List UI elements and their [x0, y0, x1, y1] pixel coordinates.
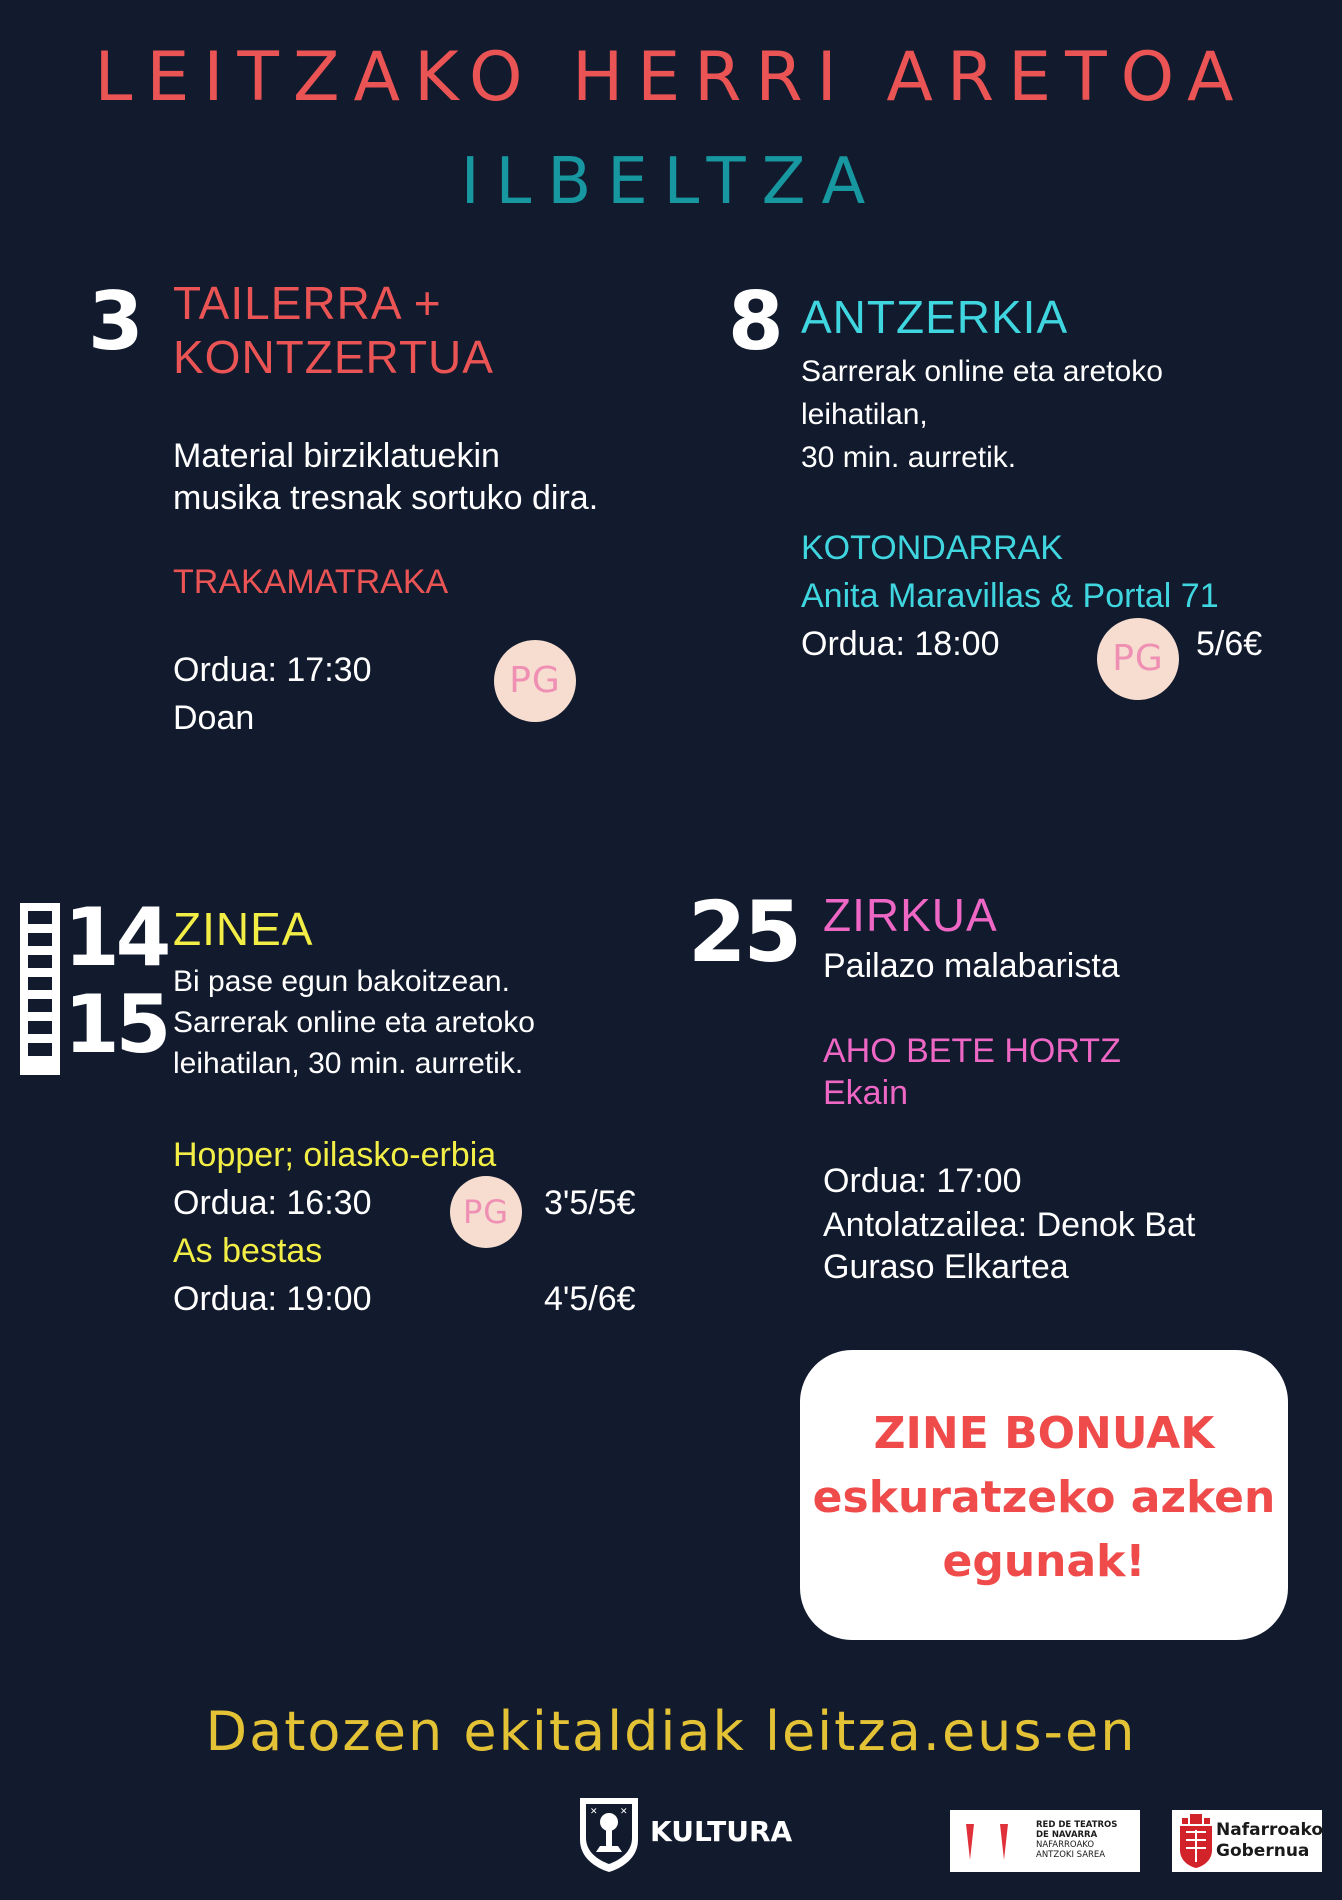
leitza-coat-of-arms-logo	[578, 1796, 640, 1874]
event-price: Doan	[173, 699, 255, 737]
pg-rating-badge: PG	[450, 1176, 522, 1248]
filmstrip-icon	[20, 903, 60, 1075]
event-time: Ordua: 17:00	[823, 1162, 1022, 1200]
cinema-voucher-notice: ZINE BONUAK eskuratzeko azken egunak!	[800, 1350, 1288, 1640]
event-price: 5/6€	[1196, 625, 1263, 663]
film-time: Ordua: 16:30	[173, 1184, 372, 1222]
event-description: Pailazo malabarista	[823, 947, 1120, 985]
kultura-logo-text: KULTURA	[650, 1815, 793, 1848]
event-organizer: Antolatzailea: Denok Bat Guraso Elkartea	[823, 1206, 1196, 1286]
event-description: Sarrerak online eta aretoko leihatilan, 30 min. aurretik.	[801, 355, 1163, 474]
event-heading: TAILERRA + KONTZERTUA	[173, 277, 494, 383]
event-day: 8	[728, 275, 784, 368]
event-description: Material birziklatuekin musika tresnak sortuko dira.	[173, 437, 599, 517]
footer-link-text: Datozen ekitaldiak leitza.eus-en	[205, 1700, 1137, 1763]
film-price: 4'5/6€	[544, 1280, 636, 1318]
red-de-teatros-logo: RED DE TEATROS DE NAVARRA NAFARROAKO ANTZOKI SAREA	[950, 1810, 1140, 1872]
pg-rating-badge: PG	[1097, 618, 1179, 700]
film-price: 3'5/5€	[544, 1184, 636, 1222]
event-artist: Ekain	[823, 1074, 909, 1112]
film-time: Ordua: 19:00	[173, 1280, 372, 1318]
event-heading: ZIRKUA	[823, 889, 998, 941]
event-heading: ZINEA	[173, 903, 314, 955]
pg-rating-badge: PG	[494, 640, 576, 722]
event-name: AHO BETE HORTZ	[823, 1032, 1121, 1070]
film-title: Hopper; oilasko-erbia	[173, 1136, 497, 1174]
event-day: 25	[688, 883, 799, 981]
event-name: KOTONDARRAK	[801, 529, 1063, 567]
svg-text:✕: ✕	[620, 1807, 628, 1817]
svg-text:✕: ✕	[590, 1807, 598, 1817]
event-description: Bi pase egun bakoitzean. Sarrerak online eta aretoko leihatilan, 30 min. aurretik.	[173, 965, 535, 1080]
event-day: 14	[64, 891, 168, 984]
event-day: 3	[88, 275, 144, 368]
event-time: Ordua: 18:00	[801, 625, 1000, 663]
event-time: Ordua: 17:30	[173, 651, 372, 689]
event-company: Anita Maravillas & Portal 71	[801, 577, 1219, 615]
film-title: As bestas	[173, 1232, 323, 1270]
poster-title: LEITZAKO HERRI ARETOA	[94, 38, 1248, 117]
poster-subtitle: ILBELTZA	[460, 145, 882, 219]
event-heading: ANTZERKIA	[801, 291, 1069, 343]
nafarroako-gobernua-logo: Nafarroako Gobernua	[1172, 1810, 1322, 1872]
event-day: 15	[64, 978, 168, 1071]
event-name: TRAKAMATRAKA	[173, 563, 449, 601]
